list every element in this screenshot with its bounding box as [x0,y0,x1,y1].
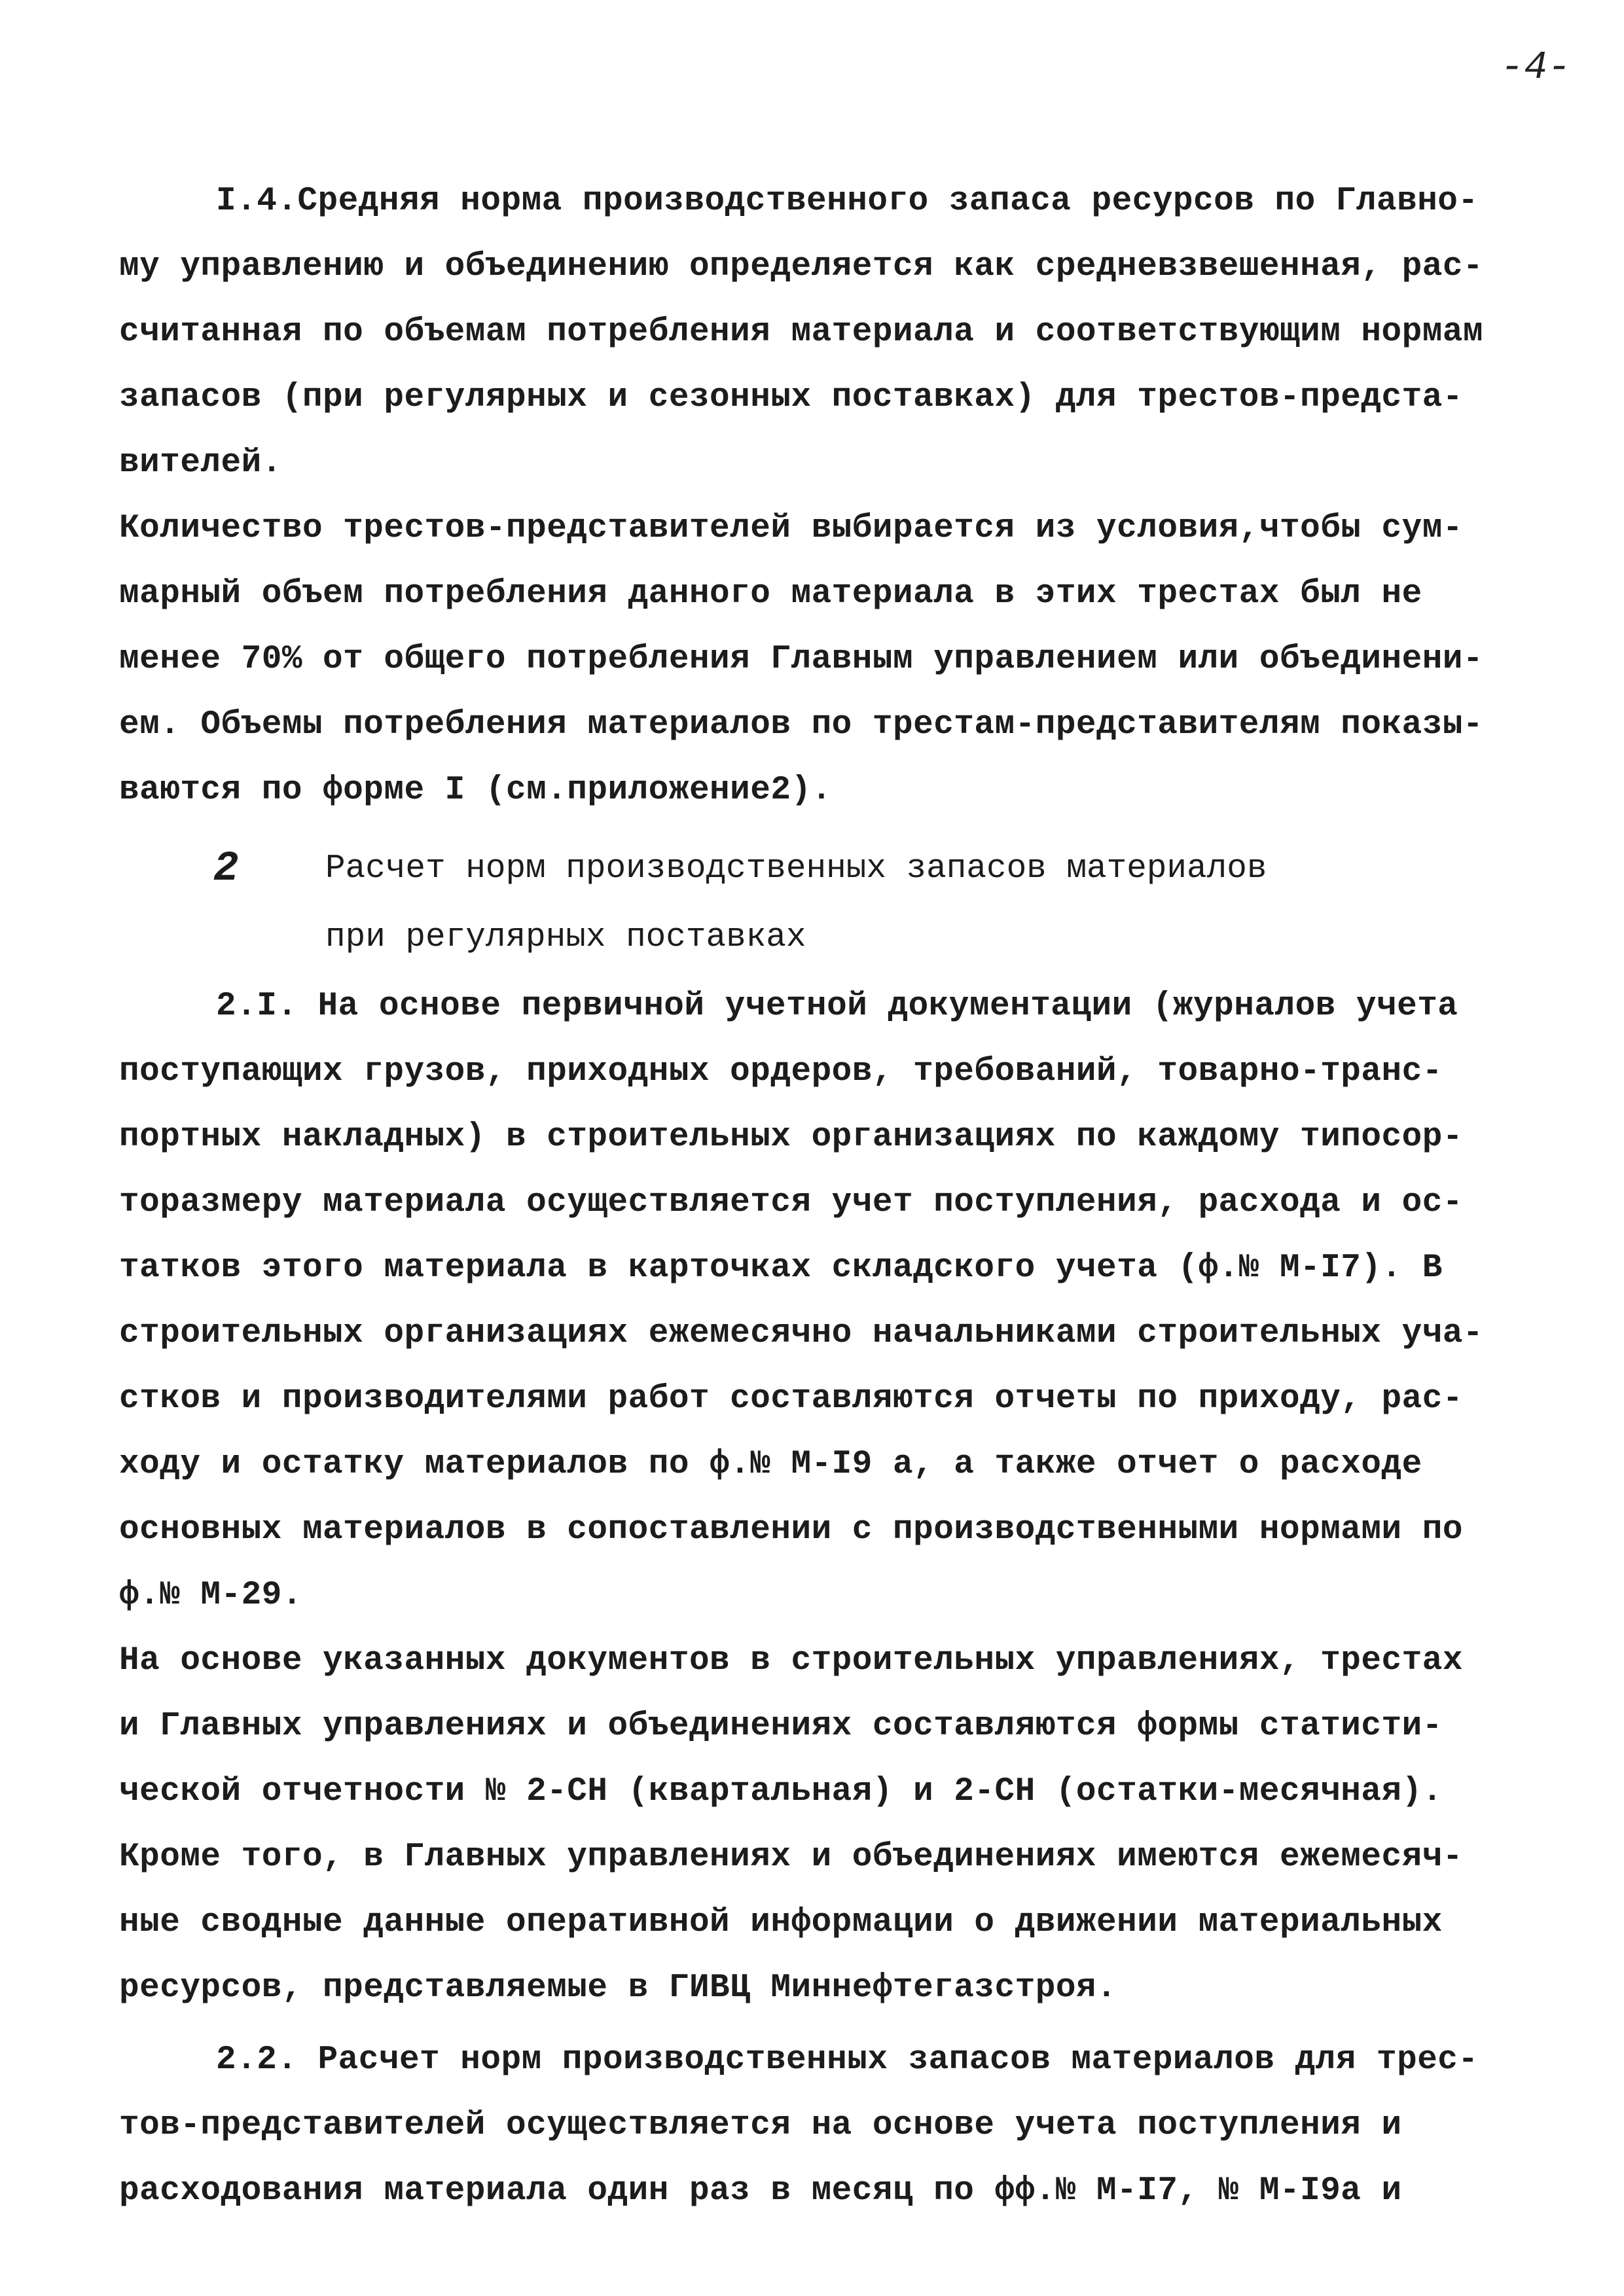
text-line: ческой отчетности № 2-СН (квартальная) и 2-СН (остатки-месячная). [119,1773,1443,1810]
text-line: портных накладных) в строительных организациях по каждому типосор- [119,1119,1463,1156]
text-line: торазмеру материала осуществляется учет поступления, расхода и ос- [119,1184,1463,1221]
text-line: ресурсов, представляемые в ГИВЦ Миннефтегазстроя. [119,1969,1117,2007]
text-line: На основе указанных документов в строительных управлениях, трестах [119,1642,1463,1679]
text-line: Кроме того, в Главных управлениях и объединениях имеются ежемесяч- [119,1839,1463,1876]
text-line: менее 70% от общего потребления Главным управлением или объединени- [119,641,1484,678]
text-line: считанная по объемам потребления материала и соответствующим нормам [119,314,1484,351]
section-number: 2 [213,846,239,893]
text-line: 2.2. Расчет норм производственных запасов материалов для трес- [216,2041,1479,2079]
text-line: поступающих грузов, приходных ордеров, требований, товарно-транс- [119,1053,1443,1090]
text-line: расходования материала один раз в месяц по фф.№ М-I7, № М-I9а и [119,2172,1402,2210]
text-line: му управлению и объединению определяется как средневзвешенная, рас- [119,248,1484,285]
text-line: татков этого материала в карточках складского учета (ф.№ М-I7). В [119,1249,1443,1287]
text-line: тов-представителей осуществляется на основе учета поступления и [119,2107,1402,2144]
text-line: вителей. [119,444,282,482]
text-line: 2.I. На основе первичной учетной документации (журналов учета [216,988,1458,1025]
page-number: -4- [1500,46,1571,90]
text-line: ходу и остатку материалов по ф.№ М-I9 а, а также отчет о расходе [119,1446,1422,1483]
text-line: и Главных управлениях и объединениях составляются формы статисти- [119,1708,1443,1745]
text-line: строительных организациях ежемесячно начальниками строительных уча- [119,1315,1484,1352]
text-line: ф.№ М-29. [119,1577,302,1614]
text-line: запасов (при регулярных и сезонных поставках) для трестов-предста- [119,379,1463,416]
text-line: I.4.Средняя норма производственного запаса ресурсов по Главно- [216,183,1479,220]
text-line: основных материалов в сопоставлении с производственными нормами по [119,1511,1463,1549]
text-line: марный объем потребления данного материала в этих трестах был не [119,575,1422,613]
text-line: стков и производителями работ составляются отчеты по приходу, рас- [119,1380,1463,1418]
text-line: ные сводные данные оперативной информации о движении материальных [119,1904,1443,1941]
section-heading: при регулярных поставках [325,919,806,956]
text-line: Количество трестов-представителей выбирается из условия,чтобы сум- [119,510,1463,547]
section-heading: Расчет норм производственных запасов материалов [325,850,1267,888]
text-line: ем. Объемы потребления материалов по трестам-представителям показы- [119,706,1484,744]
text-line: ваются по форме I (см.приложение2). [119,772,832,809]
